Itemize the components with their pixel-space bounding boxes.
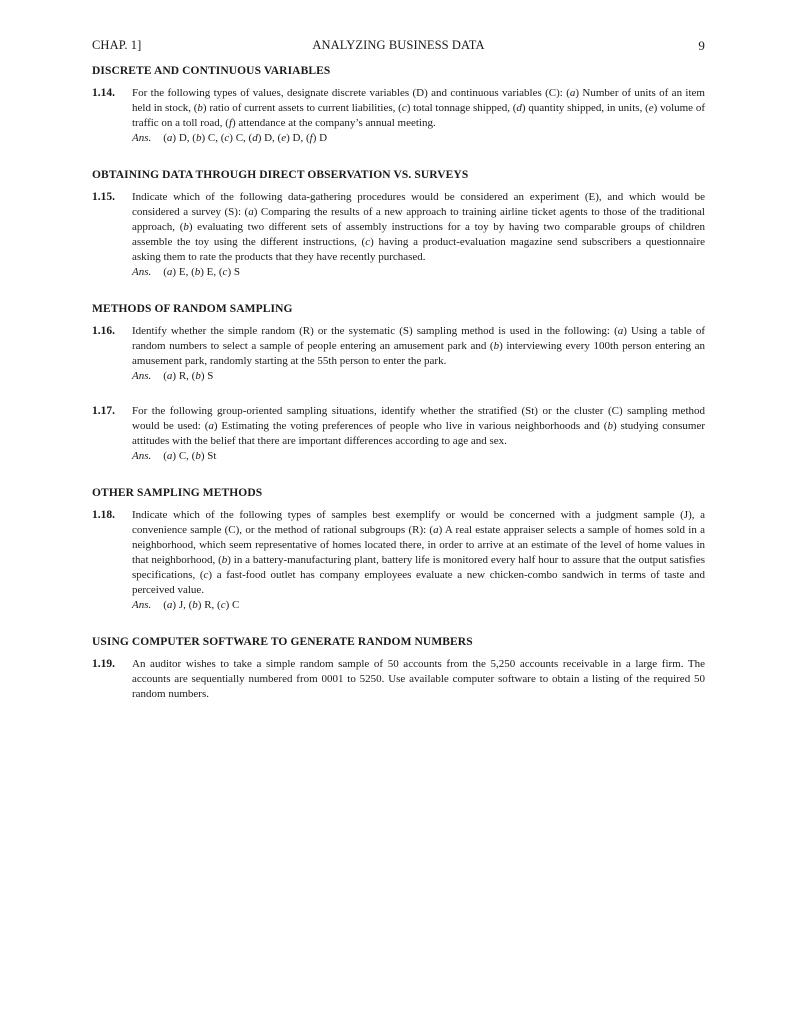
problem-number: 1.18. <box>92 509 115 521</box>
answer-line <box>132 131 705 146</box>
answer-label: Ans. <box>132 370 152 382</box>
section-heading: METHODS OF RANDOM SAMPLING <box>92 303 293 315</box>
section-heading: OTHER SAMPLING METHODS <box>92 487 263 499</box>
answer-line <box>132 369 705 384</box>
answer-value: (a) C, (b) St <box>163 450 217 462</box>
problem <box>92 86 705 146</box>
answer-label: Ans. <box>132 266 152 278</box>
answer-line <box>132 449 705 464</box>
answer-line <box>132 265 705 280</box>
section-spacer <box>92 146 705 168</box>
chapter-label: CHAP. 1] <box>92 38 142 52</box>
answer-value: (a) E, (b) E, (c) S <box>163 266 240 278</box>
page-number: 9 <box>698 38 705 53</box>
problem-text: Identify whether the simple random (R) or the systematic (S) sampling method is used in the following: (a) Using a table of random numbers to select a sample of people entering an amusement park and (b) interviewing every 100th person entering an amusement park, randomly starting at the 55th person to enter the park. <box>132 325 705 367</box>
answer-label: Ans. <box>132 599 152 611</box>
answer-value: (a) D, (b) C, (c) C, (d) D, (e) D, (f) D <box>163 132 328 144</box>
problem-number: 1.15. <box>92 191 115 203</box>
problem-text: For the following types of values, designate discrete variables (D) and continuous variables (C): (a) Number of units of an item held in stock, (b) ratio of current assets to current liabilities, (c) total tonnage shipped, (d) quantity shipped, in units, (e) volume of traffic on a toll road, (f) attendance at the company’s annual meeting. <box>132 87 705 129</box>
problem-spacer <box>92 384 705 404</box>
answer-line <box>132 598 705 613</box>
problem-number: 1.19. <box>92 658 115 670</box>
running-title: ANALYZING BUSINESS DATA <box>312 38 485 52</box>
problem-text: Indicate which of the following data-gathering procedures would be considered an experiment (E), and which would be considered a survey (S): (a) Comparing the results of a new approach to training airline ticket agents to those of the traditional approach, (b) evaluating two different sets of assembly instructions for a toy by having two comparable groups of children assemble the toy using the different instructions, (c) having a product-evaluation magazine send subscribers a questionnaire asking them to rate the products that they have recently purchased. <box>132 191 705 263</box>
section-spacer <box>92 613 705 635</box>
problem-number: 1.16. <box>92 325 115 337</box>
problem-text: For the following group-oriented sampling situations, identify whether the stratified (St) or the cluster (C) sampling method would be used: (a) Estimating the voting preferences of people who live in various neighborhoods and (b) studying consumer attitudes with the belief that there are important differences according to age and sex. <box>132 405 705 447</box>
running-head <box>92 38 705 54</box>
answer-value: (a) R, (b) S <box>163 370 214 382</box>
problem <box>92 508 705 613</box>
section-heading: DISCRETE AND CONTINUOUS VARIABLES <box>92 65 331 77</box>
problem <box>92 324 705 384</box>
problem-text: An auditor wishes to take a simple random sample of 50 accounts from the 5,250 accounts receivable in a large firm. The accounts are sequentially numbered from 0001 to 5250. Use available computer software to obtain a listing of the required 50 random numbers. <box>132 658 705 700</box>
section-heading: OBTAINING DATA THROUGH DIRECT OBSERVATION VS. SURVEYS <box>92 169 469 181</box>
section-spacer <box>92 464 705 486</box>
problem-text: Indicate which of the following types of samples best exemplify or would be concerned with a judgment sample (J), a convenience sample (C), or the method of rational subgroups (R): (a) A real estate appraiser selects a sample of homes sold in a neighborhood, which seem representative of homes located there, in order to arrive at an estimate of the level of home values in that neighborhood, (b) in a battery-manufacturing plant, battery life is monitored every half hour to assure that the output satisfies specifications, (c) a fast-food outlet has company employees evaluate a new chicken-combo sandwich in terms of taste and perceived value. <box>132 509 705 596</box>
answer-label: Ans. <box>132 450 152 462</box>
problem-list <box>92 64 705 702</box>
section-spacer <box>92 280 705 302</box>
answer-value: (a) J, (b) R, (c) C <box>163 599 240 611</box>
section-heading: USING COMPUTER SOFTWARE TO GENERATE RANDOM NUMBERS <box>92 636 473 648</box>
problem <box>92 404 705 464</box>
answer-label: Ans. <box>132 132 152 144</box>
problem <box>92 190 705 280</box>
problem-number: 1.14. <box>92 87 115 99</box>
problem-number: 1.17. <box>92 405 115 417</box>
problem <box>92 657 705 702</box>
